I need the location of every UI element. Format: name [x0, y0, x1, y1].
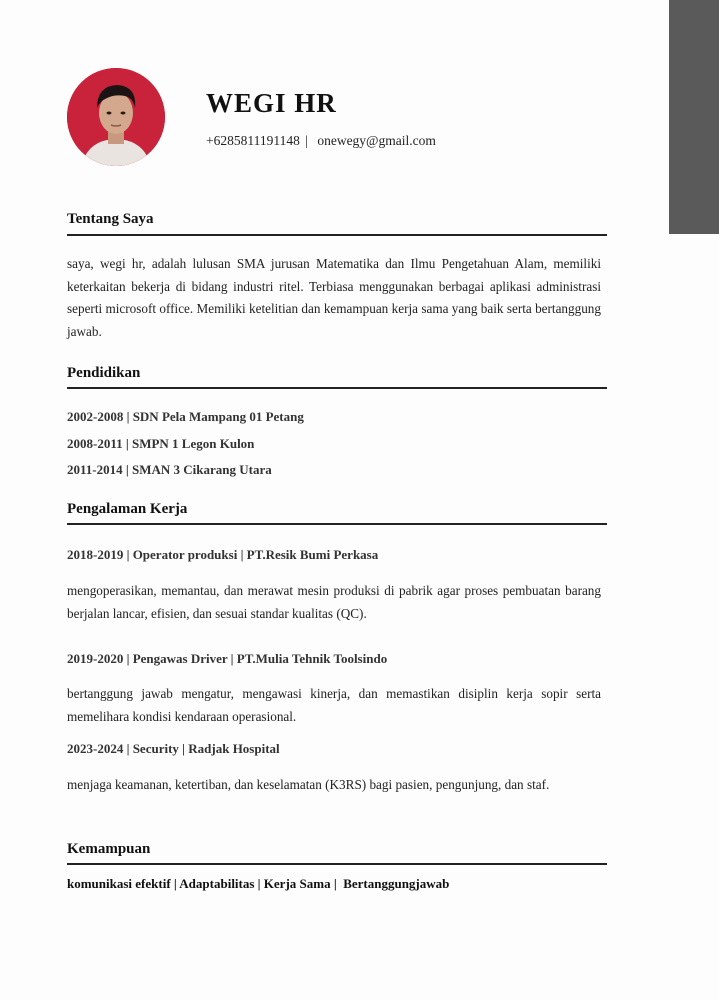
contact-line — [206, 133, 436, 149]
education-item: 2002-2008 | SDN Pela Mampang 01 Petang — [67, 409, 304, 424]
section-title-skills: Kemampuan — [67, 841, 151, 857]
about-text: saya, wegi hr, adalah lulusan SMA jurusan Matematika dan Ilmu Pengetahuan Alam, memiliki keterkaitan bekerja di bidang industri ritel. Terbiasa menggunakan berbagai aplikasi administrasi seperti microsoft office. Memiliki ketelitian dan kemampuan kerja sama yang baik serta bertanggung jawab. — [67, 256, 601, 339]
phone-number: +6285811191148 — [206, 133, 300, 148]
experience-heading: 2023-2024 | Security | Radjak Hospital — [67, 741, 280, 756]
section-title-experience: Pengalaman Kerja — [67, 501, 188, 517]
education-item: 2011-2014 | SMAN 3 Cikarang Utara — [67, 462, 272, 477]
section-title-education: Pendidikan — [67, 365, 141, 381]
profile-photo-icon — [67, 68, 165, 166]
scrollbar-thumb[interactable] — [669, 0, 719, 234]
section-title-about: Tentang Saya — [67, 211, 154, 227]
section-divider — [67, 387, 607, 389]
experience-heading: 2018-2019 | Operator produksi | PT.Resik Bumi Perkasa — [67, 547, 379, 562]
email-address: onewegy@gmail.com — [317, 133, 436, 148]
experience-description: bertanggung jawab mengatur, mengawasi kinerja, dan memastikan disiplin kerja sopir serta memelihara kondisi kendaraan operasional. — [67, 686, 601, 724]
profile-photo — [67, 68, 165, 166]
section-divider — [67, 523, 607, 525]
experience-description: menjaga keamanan, ketertiban, dan keselamatan (K3RS) bagi pasien, pengunjung, dan staf. — [67, 777, 550, 792]
candidate-name: WEGI HR — [206, 88, 337, 118]
experience-heading: 2019-2020 | Pengawas Driver | PT.Mulia Tehnik Toolsindo — [67, 651, 388, 666]
section-divider — [67, 234, 607, 236]
experience-description: mengoperasikan, memantau, dan merawat mesin produksi di pabrik agar proses pembuatan barang berjalan lancar, efisien, dan sesuai standar kualitas (QC). — [67, 583, 601, 621]
contact-separator: | — [305, 133, 308, 148]
education-item: 2008-2011 | SMPN 1 Legon Kulon — [67, 436, 255, 451]
section-divider — [67, 863, 607, 865]
skills-list: komunikasi efektif | Adaptabilitas | Kerja Sama | Bertanggungjawab — [67, 876, 450, 891]
